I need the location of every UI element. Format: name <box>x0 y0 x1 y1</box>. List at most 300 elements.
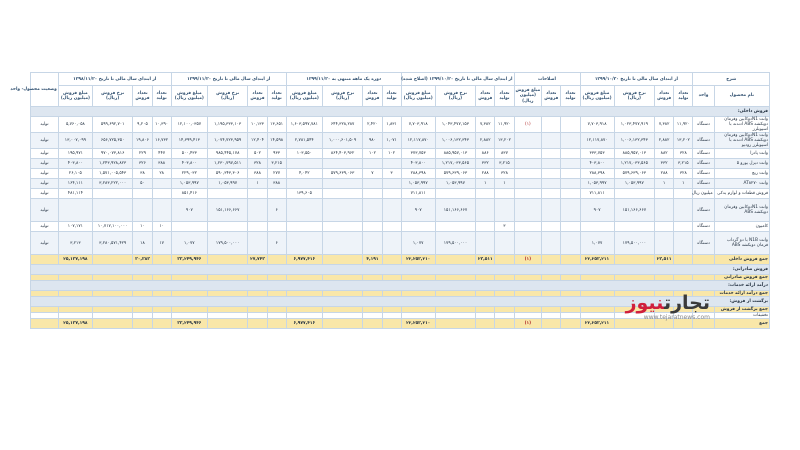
table-cell <box>322 159 362 169</box>
table-cell: ۴۰۳,۸۰۰ <box>401 159 435 169</box>
table-cell: ۱۴,۳۹۹,۴۱۳ <box>171 133 207 149</box>
table-cell: ۱۳۹,۶۰۵ <box>286 189 322 199</box>
table-cell: ۲۲,۲۵۳,۲۱۰ <box>401 319 435 329</box>
table-cell: ۱,۰۴۳,۴۷۷,۱۵۳ <box>435 117 475 133</box>
table-cell: ۳۲۸ <box>248 159 267 169</box>
table-cell <box>435 319 475 329</box>
product-name-cell: وانت N1دوکابین وفرمان دوبکشه ABS ادندنه با اسپویلرز رودیو <box>714 133 769 149</box>
table-cell: ۵۷۹,۶۳۹,۰۶۳ <box>614 169 654 179</box>
table-cell <box>435 189 475 199</box>
table-cell <box>133 189 152 199</box>
table-cell: ۱۷۹,۵۰۰,۰۰۰ <box>207 232 247 255</box>
table-cell <box>514 199 542 222</box>
header-sub-cell: مبلغ فروش (میلیون ریال) <box>58 86 92 107</box>
table-cell: ۱,۰۰۶,۱۳۲,۳۴۳ <box>435 133 475 149</box>
table-cell <box>363 159 382 169</box>
table-cell: تولید <box>31 159 59 169</box>
table-cell: ۱,۰۰۰,۶۰۱,۵۰۹ <box>322 133 362 149</box>
section-label: فروش صادراتی: <box>31 265 770 275</box>
table-row <box>31 179 770 189</box>
product-name-cell: وانت پادرا <box>714 149 769 159</box>
table-cell: ۱,۰۲۳,۴۷۷,۹۱۹ <box>614 117 654 133</box>
table-cell <box>561 117 580 133</box>
table-cell <box>561 133 580 149</box>
table-cell: ۸۸۲ <box>655 149 674 159</box>
table-cell: ۳۸ <box>133 169 152 179</box>
table-cell <box>382 199 401 222</box>
table-cell: ۱۷۹,۵۰۰,۰۰۰ <box>614 232 654 255</box>
table-cell: ۸۸۵,۹۵۷,۰۱۳ <box>614 149 654 159</box>
table-cell: دستگاه <box>693 149 714 159</box>
table-cell: ۵۰۰,۴۳۳ <box>171 149 207 159</box>
table-cell <box>286 222 322 232</box>
table-cell: ۲۷,۷۴۳ <box>248 255 267 265</box>
table-cell: ۷,۳۸۲ <box>655 117 674 133</box>
table-cell: تولید <box>31 232 59 255</box>
table-cell: ۶,۹۷۷,۴۱۶ <box>286 255 322 265</box>
table-cell <box>31 255 59 265</box>
table-cell: ۴,۱۹۱ <box>363 255 382 265</box>
table-cell: ۹۸۰ <box>363 133 382 149</box>
table-cell: ۱ <box>674 179 693 189</box>
table-cell: ۴۴۷ <box>152 149 171 159</box>
table-cell <box>542 169 561 179</box>
table-cell: دستگاه <box>693 117 714 133</box>
table-cell <box>514 179 542 189</box>
table-cell: ۱ <box>476 179 495 189</box>
table-cell: ۲,۴۲۰ <box>363 117 382 133</box>
table-cell: ۱۲,۱۰۰,۰۳۵۷ <box>171 117 207 133</box>
table-cell <box>363 222 382 232</box>
table-cell <box>322 319 362 329</box>
table-row <box>31 199 770 222</box>
header-sub-cell: مبلغ فروش (میلیون ریال) <box>286 86 322 107</box>
table-row <box>31 232 770 255</box>
table-cell: ۱,۰۷۷ <box>401 232 435 255</box>
header-sub-cell: تعداد تولید <box>561 86 580 107</box>
table-cell <box>207 255 247 265</box>
header-sub-cell: تعداد فروش <box>476 86 495 107</box>
table-cell: (۱) <box>514 117 542 133</box>
table-cell: ۲۲۹,۰۳۲ <box>171 169 207 179</box>
table-cell <box>363 199 382 222</box>
table-cell <box>133 199 152 222</box>
table-cell: ۱۶,۷۳۲ <box>152 133 171 149</box>
table-cell <box>435 222 475 232</box>
product-name-cell: وانت N1دوکابین وفرمان دوبکشه ABS ادندنه با اسپویلرز <box>714 117 769 133</box>
table-cell <box>542 133 561 149</box>
table-cell <box>92 189 132 199</box>
table-cell <box>655 222 674 232</box>
product-name-cell: وانت AT۸۲۷۰ <box>714 179 769 189</box>
table-cell <box>382 319 401 329</box>
table-cell <box>561 169 580 179</box>
header-group-row <box>31 73 770 86</box>
table-cell <box>561 232 580 255</box>
logo-brand-a: تجارت <box>663 292 710 314</box>
table-cell: ۱۳,۲۰۲ <box>674 133 693 149</box>
table-cell <box>561 319 580 329</box>
header-sub-cell: نرخ فروش (ریال) <box>207 86 247 107</box>
table-cell <box>171 222 207 232</box>
table-cell: ۵۷۹,۶۳۹,۰۶۳ <box>322 169 362 179</box>
table-cell: ۱,۰۵۳,۹۹۷ <box>401 179 435 189</box>
table-cell: ۱,۱۹۵,۳۳۳,۱۰۳ <box>207 117 247 133</box>
header-sub-cell: مبلغ فروش (میلیون ریال) <box>580 86 614 107</box>
table-cell <box>322 222 362 232</box>
table-cell: ۷۱۱,۸۱۱ <box>580 189 614 199</box>
table-cell <box>495 189 514 199</box>
table-cell: ۷ <box>363 169 382 179</box>
sales-report-table <box>10 72 770 329</box>
table-cell <box>382 232 401 255</box>
table-cell <box>152 199 171 222</box>
table-cell <box>322 189 362 199</box>
table-cell: ۳ <box>495 222 514 232</box>
table-cell: دستگاه <box>693 169 714 179</box>
table-cell: ۸۸۵,۹۵۷,۰۱۳ <box>435 149 475 159</box>
header-sub-cell: واحد <box>693 86 714 107</box>
table-cell: ۳,۲۱۳ <box>58 232 92 255</box>
table-cell: ۱۰,۳۹۰ <box>152 117 171 133</box>
table-cell <box>152 189 171 199</box>
table-cell: ۸۸۶ <box>476 149 495 159</box>
table-row <box>31 159 770 169</box>
table-cell: ۱ <box>655 179 674 189</box>
section-row <box>31 107 770 117</box>
product-name-cell: تخفیفات <box>714 313 769 319</box>
table-cell <box>674 232 693 255</box>
table-cell <box>401 222 435 232</box>
table-cell: ۷۱۱,۸۱۱ <box>401 189 435 199</box>
table-cell <box>514 169 542 179</box>
tejaratnews-logo <box>600 292 710 332</box>
table-cell: ۸۵۱,۴۱۶ <box>171 189 207 199</box>
table-cell: ۱۰ <box>152 222 171 232</box>
table-cell: ۱۳,۰۰۷,۰۹۹ <box>58 133 92 149</box>
table-cell <box>382 159 401 169</box>
table-cell: تولید <box>31 169 59 179</box>
header-sub-cell: تعداد فروش <box>248 86 267 107</box>
table-cell <box>561 159 580 169</box>
table-cell: دستگاه <box>693 199 714 222</box>
section-label: برگشت از فروش: <box>31 297 770 307</box>
table-cell <box>382 255 401 265</box>
table-cell: ۵۹۹,۶۹۲,۷۰۱ <box>92 117 132 133</box>
table-cell: تولید <box>31 117 59 133</box>
table-cell <box>267 255 286 265</box>
table-cell <box>580 222 614 232</box>
table-cell: ۹۸۵,۴۴۵,۱۷۸ <box>207 149 247 159</box>
table-cell <box>542 255 561 265</box>
table-cell <box>561 255 580 265</box>
table-cell: ۳,۲۱۵ <box>267 159 286 169</box>
product-name-cell: جمع فروش صادراتی <box>714 275 769 281</box>
table-cell <box>495 232 514 255</box>
table-cell: ۲۷۷ <box>267 169 286 179</box>
table-cell: ۲۸۸,۳۹۸ <box>401 169 435 179</box>
product-name-cell: وانت ریچ <box>714 169 769 179</box>
table-cell: ۱۰ <box>133 222 152 232</box>
header-sub-cell: تعداد فروش <box>542 86 561 107</box>
table-cell <box>267 189 286 199</box>
table-cell: ۷,۳۸۲ <box>476 117 495 133</box>
table-cell <box>674 222 693 232</box>
table-cell: ۲۸۸,۳۹۸ <box>580 169 614 179</box>
logo-brand <box>600 292 710 314</box>
table-cell: ۳۳۲ <box>476 159 495 169</box>
table-cell: ۵۰۲ <box>248 149 267 159</box>
table-cell <box>248 199 267 222</box>
table-cell: ۷,۷۰۳,۹۱۸ <box>580 117 614 133</box>
table-cell <box>495 319 514 329</box>
table-cell: ۱,۰۵۳,۹۹۷ <box>171 179 207 189</box>
table-cell: ۱,۰۵۳,۹۹۷ <box>435 179 475 189</box>
header-sub-cell: نام محصول <box>714 86 769 107</box>
table-cell <box>58 199 92 222</box>
header-group: دوره یک ماهه منتهی به ۱۳۹۹/۱۱/۳۰ <box>286 73 401 86</box>
table-cell: دستگاه <box>693 179 714 189</box>
table-cell: ۱۳,۶۵۱ <box>267 117 286 133</box>
table-cell: ۱,۲۳۰,۷۹۷,۵۱۱ <box>207 159 247 169</box>
table-cell: ۱۰,۱۳۳ <box>248 117 267 133</box>
table-cell: ۶,۹۷۷,۴۱۶ <box>286 319 322 329</box>
table-cell: ۱,۲۱۷,۰۳۳,۵۶۵ <box>614 159 654 169</box>
table-cell <box>267 222 286 232</box>
header-sub-cell: تعداد فروش <box>363 86 382 107</box>
table-header <box>10 73 770 107</box>
table-cell <box>495 199 514 222</box>
logo-brand-b: نیوز <box>625 292 664 314</box>
table-cell: ۱۹,۸۰۶ <box>133 133 152 149</box>
table-cell: ۲۳,۵۱۱ <box>476 255 495 265</box>
table-cell: ۱۹۵,۹۷۱ <box>58 149 92 159</box>
table-cell: ۱۴,۵۹۸ <box>267 133 286 149</box>
product-name-cell: وانت N1B با دو گرداب فرمان دوبکشه ABS <box>714 232 769 255</box>
product-name-cell: جمع برگشت از فروش <box>714 307 769 313</box>
table-cell: ۹۷۰,۰۷۳,۸۱۶ <box>92 149 132 159</box>
table-cell <box>286 232 322 255</box>
table-cell: ۵۹۰,۳۴۳,۳۰۶ <box>207 169 247 179</box>
table-cell: ۶ <box>267 232 286 255</box>
table-cell: دستگاه <box>693 159 714 169</box>
table-cell <box>31 319 59 329</box>
table-row <box>31 222 770 232</box>
header-sub-cell: نرخ فروش (ریال) <box>322 86 362 107</box>
table-cell: ۳۸۸ <box>152 159 171 169</box>
table-cell: ۳۸۸ <box>267 179 286 189</box>
header-sub-cell: تعداد تولید <box>495 86 514 107</box>
table-cell: ۳۳,۲۴۹,۹۴۶ <box>171 255 207 265</box>
table-cell <box>152 255 171 265</box>
table-cell <box>207 189 247 199</box>
table-cell <box>614 222 654 232</box>
table-cell: ۴۰۳,۸۰۰ <box>58 159 92 169</box>
table-cell: ۵۰ <box>133 179 152 189</box>
header-sub-cell: تعداد تولید <box>267 86 286 107</box>
table-cell: ۱۰۲ <box>363 149 382 159</box>
table-cell: ۱۳,۲۰۲ <box>495 133 514 149</box>
table-cell: ۱,۰۷۱ <box>382 133 401 149</box>
table-cell: ۳۳۲ <box>655 159 674 169</box>
table-cell: ۱,۶۰۳,۵۹۷,۷۸۱ <box>286 117 322 133</box>
header-group: از ابتدای سال مالی تا تاریخ ۱۳۹۹/۱۰/۳۰ (اصلاح شده) <box>401 73 514 86</box>
table-cell: ۴۰۳,۸۰۰ <box>171 159 207 169</box>
table-cell: ۱۵۱,۱۶۶,۶۶۷ <box>435 199 475 222</box>
table-cell: دستگاه <box>693 133 714 149</box>
table-cell <box>363 189 382 199</box>
table-cell <box>207 222 247 232</box>
table-cell: ۳,۲۱۵ <box>495 159 514 169</box>
table-cell: ۹۰۷ <box>171 199 207 222</box>
table-cell <box>542 117 561 133</box>
product-name-cell: وانت N1دوکابین وفرمان دوبکشه ABS <box>714 199 769 222</box>
table-cell: ۱,۰۷۷ <box>580 232 614 255</box>
table-cell: ۸۶۴,۴۰۳,۹۶۲ <box>322 149 362 159</box>
table-cell <box>561 189 580 199</box>
header-sub-cell: مبلغ فروش (میلیون ریال) <box>401 86 435 107</box>
table-cell <box>561 179 580 189</box>
table-cell: ۷,۷۰۳,۹۱۸ <box>401 117 435 133</box>
table-cell: تولید <box>31 133 59 149</box>
table-cell: ۹۳۳ <box>267 149 286 159</box>
table-cell <box>92 199 132 222</box>
header-group: شرح <box>693 73 770 86</box>
table-cell: ۲۲۹ <box>133 149 152 159</box>
header-sub-cell: تعداد فروش <box>655 86 674 107</box>
table-cell <box>322 232 362 255</box>
table-cell <box>614 189 654 199</box>
table-cell: ۲۶,۱۰۵ <box>58 169 92 179</box>
table-cell: دستگاه <box>693 232 714 255</box>
table-cell: ۱,۰۵۳,۹۹۷ <box>614 179 654 189</box>
header-group: از ابتدای سال مالی تا تاریخ ۱۳۹۸/۱۱/۳۰ <box>58 73 171 86</box>
table-cell: ۱,۲۱۷,۰۳۳,۵۶۵ <box>435 159 475 169</box>
table-cell <box>495 255 514 265</box>
header-sub-cell: تعداد تولید <box>152 86 171 107</box>
table-cell: ۳,۲۱۵ <box>674 159 693 169</box>
table-cell <box>322 179 362 189</box>
table-cell <box>674 255 693 265</box>
table-cell: ۲,۸۸۲ <box>476 133 495 149</box>
table-cell: ۱۵۱,۱۶۶,۶۶۷ <box>207 199 247 222</box>
table-cell <box>363 179 382 189</box>
table-cell: ۱۷ <box>152 232 171 255</box>
table-cell <box>542 159 561 169</box>
table-cell <box>514 159 542 169</box>
table-cell <box>561 149 580 159</box>
table-cell: ۳۲۶ <box>133 159 152 169</box>
header-sub-row <box>31 86 770 107</box>
header-sub-cell: نرخ فروش (ریال) <box>614 86 654 107</box>
section-label: فروش داخلی: <box>31 107 770 117</box>
table-cell <box>363 319 382 329</box>
table-cell: ۱,۵۷۱,۰۰۵,۵۴۳ <box>92 169 132 179</box>
header-sub-cell: نرخ فروش (ریال) <box>435 86 475 107</box>
product-name-cell: جمع درآمد ارائه خدمات <box>714 291 769 297</box>
table-cell: ۳۲۸ <box>674 149 693 159</box>
header-group: وضعیت محصول- واحد <box>31 73 59 107</box>
table-cell <box>152 179 171 189</box>
table-cell: ۲۵,۱۳۷,۱۹۸ <box>58 319 92 329</box>
header-group: از ابتدای سال مالی تا تاریخ ۱۳۹۹/۱۰/۳۰ <box>580 73 693 86</box>
table-cell <box>322 199 362 222</box>
table-cell: تولید <box>31 189 59 199</box>
table-cell: ۳۲۸ <box>674 169 693 179</box>
table-cell: ۲,۸۸۲ <box>655 133 674 149</box>
product-name-cell: فروش قطعات و لوازم یدکی <box>714 189 769 199</box>
table-cell: ۲۲,۲۵۳,۲۱۱ <box>580 319 614 329</box>
table-cell <box>382 179 401 189</box>
product-name-cell: جمع <box>714 319 769 329</box>
header-sub-cell: تعداد تولید <box>674 86 693 107</box>
table-cell: ۲۸۸ <box>655 169 674 179</box>
table-cell: ۲۲,۲۵۳,۲۱۰ <box>401 255 435 265</box>
product-name-cell: کامیون <box>714 222 769 232</box>
table-cell: ۴۸۱,۱۱۴ <box>58 189 92 199</box>
table-cell: ۲۸ <box>152 169 171 179</box>
header-sub-cell: نرخ فروش (ریال) <box>92 86 132 107</box>
table-cell: ۲۸۸ <box>476 169 495 179</box>
table-cell: تولید <box>31 222 59 232</box>
table-cell: ۸۳۷ <box>495 149 514 159</box>
table-cell: ۱۰۳,۵۵۰ <box>286 149 322 159</box>
table-cell <box>207 319 247 329</box>
table-cell <box>542 232 561 255</box>
table-cell: ۶۴۴,۳۲۸,۲۸۷ <box>322 117 362 133</box>
table-cell <box>674 189 693 199</box>
table-cell <box>152 319 171 329</box>
table-cell <box>542 199 561 222</box>
table-cell: ۱ <box>495 179 514 189</box>
table-cell: ۳۳,۲۴۹,۹۴۶ <box>171 319 207 329</box>
table-row <box>31 117 770 133</box>
product-name-cell: جمع فروش داخلی <box>714 255 769 265</box>
table-cell: ۹,۲۰۵ <box>133 117 152 133</box>
table-cell <box>655 232 674 255</box>
table-cell <box>655 189 674 199</box>
table-cell <box>286 159 322 169</box>
table-cell: ۱,۰۰۶,۱۳۲,۳۴۳ <box>614 133 654 149</box>
table-cell <box>614 255 654 265</box>
table-cell: ۱,۰۵۳,۹۹۷ <box>207 179 247 189</box>
table-cell: ۳,۲۸۰,۵۷۱,۴۲۹ <box>92 232 132 255</box>
table-row <box>31 133 770 149</box>
table-cell: ۱,۲۴۳,۹۲۸,۸۲۳ <box>92 159 132 169</box>
table-cell: ۹۰۷ <box>401 199 435 222</box>
table-cell: تولید <box>31 149 59 159</box>
logo-site: www.tejaratnews.com <box>643 314 710 321</box>
table-cell: دستگاه <box>693 222 714 232</box>
header-sub-cell: تعداد تولید <box>382 86 401 107</box>
table-cell: ۳۸۸ <box>248 169 267 179</box>
product-name-cell: وانت دیزل یورو ۵ <box>714 159 769 169</box>
table-cell <box>514 222 542 232</box>
table-cell: ۳۰,۳۸۳ <box>133 255 152 265</box>
table-cell: ۱,۰۷۷ <box>171 232 207 255</box>
table-cell <box>267 319 286 329</box>
table-cell <box>382 189 401 199</box>
table-cell: (۱) <box>514 319 542 329</box>
table-cell: ۱۱,۹۲۰ <box>674 117 693 133</box>
table-cell: ۲۲,۲۵۳,۲۱۱ <box>580 255 614 265</box>
table-cell <box>514 232 542 255</box>
table-cell: ۲۳,۵۱۱ <box>655 255 674 265</box>
table-cell <box>435 255 475 265</box>
table-cell <box>248 319 267 329</box>
table-cell <box>561 222 580 232</box>
table-cell: ۶ <box>267 199 286 222</box>
